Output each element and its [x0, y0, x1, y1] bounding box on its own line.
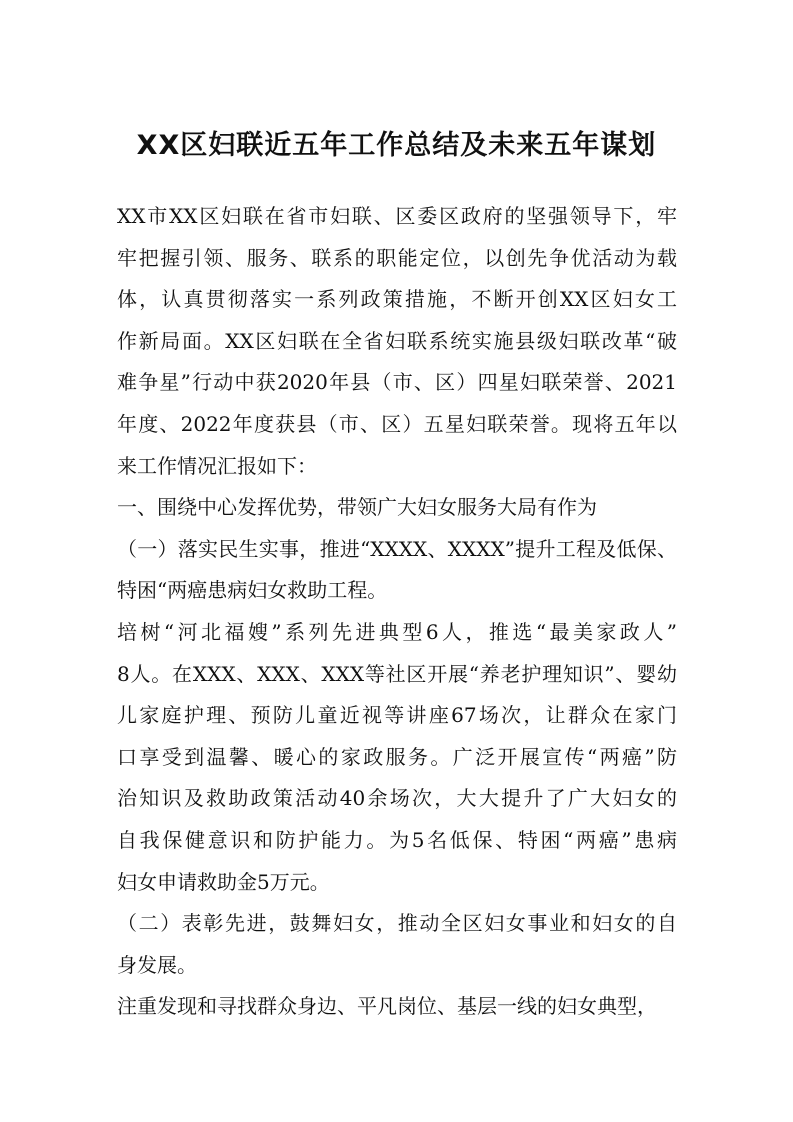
- text-line: 儿家庭护理、预防儿童近视等讲座67场次，让群众在家门: [117, 703, 677, 728]
- text-line: 8人。在XXX、XXX、XXX等社区开展“养老护理知识”、婴幼: [117, 661, 677, 686]
- text-line: （一）落实民生实事，推进“XXXX、XXXX”提升工程及低保、: [117, 536, 677, 561]
- text-line: 培树“河北福嫂”系列先进典型6人，推选“最美家政人”: [117, 619, 677, 644]
- text-line: 治知识及救助政策活动40余场次，大大提升了广大妇女的: [117, 786, 677, 811]
- document-title: XX区妇联近五年工作总结及未来五年谋划: [136, 130, 657, 161]
- section-heading-1: [117, 487, 677, 529]
- text-line: 自我保健意识和防护能力。为5名低保、特困“两癌”患病: [117, 827, 677, 852]
- text-line: 体，认真贯彻落实一系列政策措施，不断开创XX区妇女工: [117, 287, 677, 312]
- document-body: [117, 196, 677, 1028]
- text-line: （二）表彰先进，鼓舞妇女，推动全区妇女事业和妇女的自: [117, 911, 677, 936]
- text-line: 难争星”行动中获2020年县（市、区）四星妇联荣誉、2021: [117, 370, 677, 395]
- subsection-heading-2: [117, 903, 677, 986]
- text-line: 妇女申请救助金5万元。: [117, 869, 330, 894]
- subsection-heading-1: [117, 529, 677, 612]
- paragraph-section-1-2: [117, 986, 677, 1028]
- paragraph-intro: [117, 196, 677, 487]
- text-line: 来工作情况汇报如下：: [117, 453, 317, 478]
- text-line: 口享受到温馨、暖心的家政服务。广泛开展宣传“两癌”防: [117, 744, 677, 769]
- text-line: 作新局面。XX区妇联在全省妇联系统实施县级妇联改革“破: [117, 328, 677, 353]
- text-line: 牢把握引领、服务、联系的职能定位，以创先争优活动为载: [117, 245, 677, 270]
- text-line: 身发展。: [117, 952, 197, 977]
- text-line: 一、围绕中心发挥优势，带领广大妇女服务大局有作为: [117, 495, 597, 520]
- text-line: 特困“两癌患病妇女救助工程。: [117, 578, 388, 603]
- text-line: XX市XX区妇联在省市妇联、区委区政府的坚强领导下，牢: [117, 204, 677, 228]
- text-line: 注重发现和寻找群众身边、平凡岗位、基层一线的妇女典型，: [117, 994, 657, 1019]
- text-line: 年度、2022年度获县（市、区）五星妇联荣誉。现将五年以: [117, 411, 677, 436]
- paragraph-section-1-1: [117, 612, 677, 903]
